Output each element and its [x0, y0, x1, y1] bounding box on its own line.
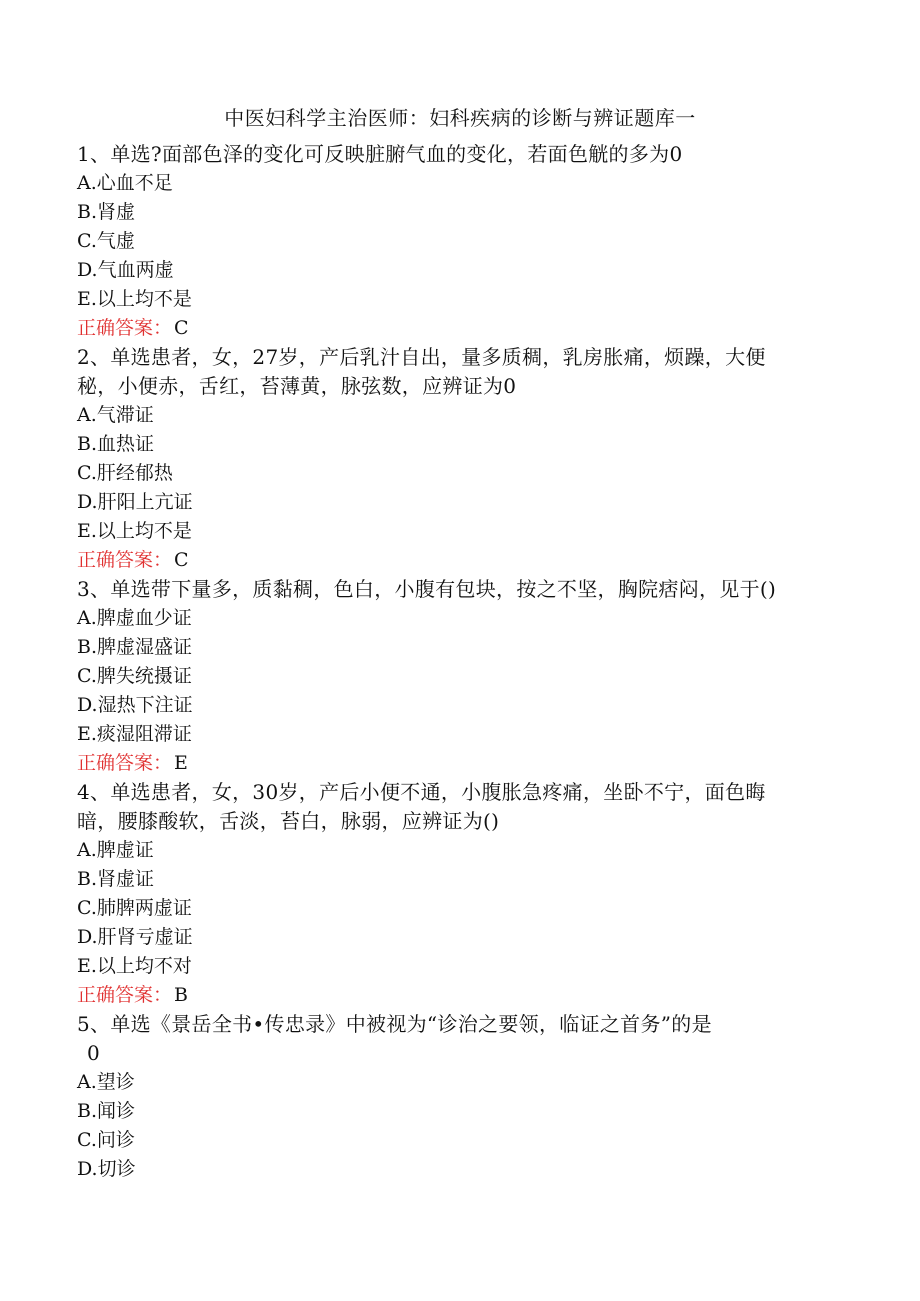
option-a: A.脾虚证 — [77, 839, 154, 861]
question-2-stem: 2、单选患者，女，27岁，产后乳汁自出，量多质稠，乳房胀痛，烦躁，大便 — [77, 345, 766, 369]
option-a: A.心血不足 — [77, 172, 173, 194]
option-d: D.气血两虚 — [77, 259, 174, 281]
question-3-stem: 3、单选带下量多，质黏稠，色白，小腹有包块，按之不坚，胸院痞闷，见于() — [77, 577, 777, 601]
answer-value: C — [174, 317, 189, 339]
answer-value: B — [174, 984, 188, 1006]
question-2 — [77, 343, 837, 575]
question-4 — [77, 778, 837, 1010]
question-3 — [77, 575, 837, 778]
question-2-stem-cont: 秘，小便赤，舌红，苔薄黄，脉弦数，应辨证为0 — [77, 374, 517, 398]
answer-line — [77, 981, 837, 1010]
document-title: 中医妇科学主治医师：妇科疾病的诊断与辨证题库一 — [224, 106, 696, 130]
question-1 — [77, 140, 837, 343]
option-b: B.血热证 — [77, 433, 155, 455]
option-b: B.肾虚 — [77, 201, 136, 223]
question-5 — [77, 1010, 837, 1184]
option-d: D.肝肾亏虚证 — [77, 926, 193, 948]
answer-line — [77, 546, 837, 575]
answer-label: 正确答案： — [77, 984, 173, 1006]
option-b: B.肾虚证 — [77, 868, 155, 890]
option-d: D.湿热下注证 — [77, 694, 193, 716]
answer-line — [77, 314, 837, 343]
answer-value: E — [174, 752, 188, 774]
answer-value: C — [174, 549, 189, 571]
option-b: B.脾虚湿盛证 — [77, 636, 193, 658]
question-5-stem-cont: 0 — [87, 1041, 101, 1065]
question-4-stem: 4、单选患者，女，30岁，产后小便不通，小腹胀急疼痛，坐卧不宁，面色晦 — [77, 780, 766, 804]
option-e: E.以上均不是 — [77, 520, 192, 542]
option-a: A.望诊 — [77, 1071, 135, 1093]
option-a: A.脾虚血少证 — [77, 607, 192, 629]
option-e: E.以上均不对 — [77, 955, 192, 977]
option-c: C.脾失统摄证 — [77, 665, 192, 687]
answer-label: 正确答案： — [77, 317, 173, 339]
answer-line — [77, 749, 837, 778]
answer-label: 正确答案： — [77, 752, 173, 774]
option-d: D.切诊 — [77, 1158, 136, 1180]
option-c: C.问诊 — [77, 1129, 135, 1151]
option-e: E.痰湿阻滞证 — [77, 723, 192, 745]
question-4-stem-cont: 暗，腰膝酸软，舌淡，苔白，脉弱，应辨证为() — [77, 809, 500, 833]
option-a: A.气滞证 — [77, 404, 154, 426]
option-d: D.肝阳上亢证 — [77, 491, 193, 513]
question-1-stem: 1、单选?面部色泽的变化可反映脏腑气血的变化，若面色觥的多为0 — [77, 142, 683, 166]
question-list — [77, 140, 837, 1184]
question-5-stem: 5、单选《景岳全书•传忠录》中被视为“诊治之要领，临证之首务”的是 — [77, 1012, 712, 1036]
option-c: C.气虚 — [77, 230, 135, 252]
answer-label: 正确答案： — [77, 549, 173, 571]
option-c: C.肝经郁热 — [77, 462, 173, 484]
option-c: C.肺脾两虚证 — [77, 897, 192, 919]
option-b: B.闻诊 — [77, 1100, 136, 1122]
option-e: E.以上均不是 — [77, 288, 192, 310]
